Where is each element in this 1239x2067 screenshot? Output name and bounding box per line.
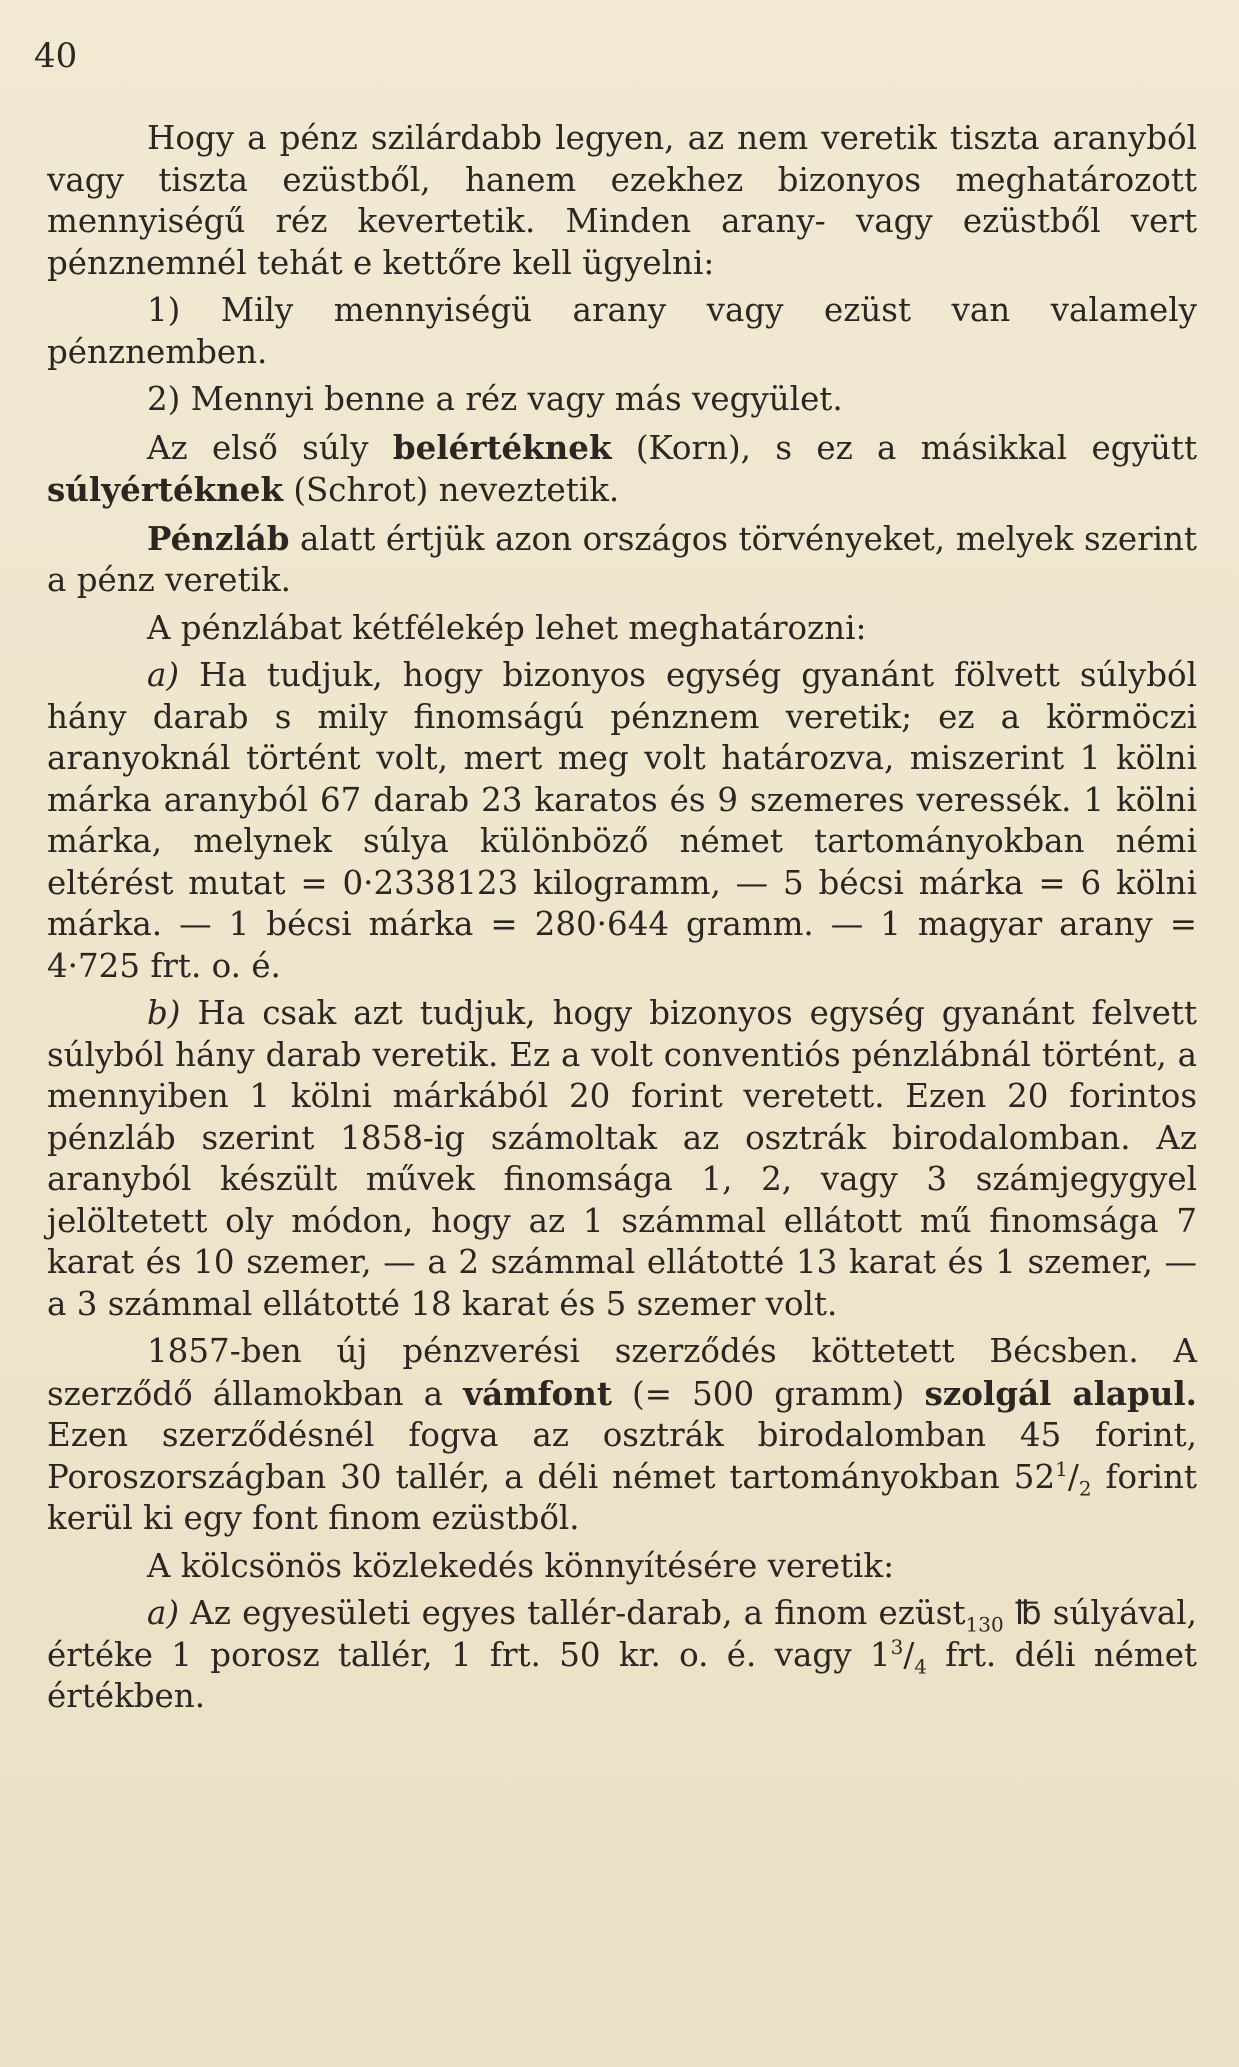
fraction-denominator: 4: [914, 1654, 927, 1678]
paragraph-penzlab: [47, 518, 1197, 602]
text-span: Ezen szerződésnél fogva az osztrák birodalomban 45 forint, Poroszországban 30 tallér, a déli német tartományokban 52: [47, 1416, 1197, 1496]
text-span: alatt értjük azon országos törvényeket, melyek szerint a pénz veretik.: [47, 519, 1197, 599]
text-span: (= 500 gramm): [611, 1374, 925, 1413]
text-span: frt. déli német értékben.: [47, 1635, 1197, 1715]
text-span: forint kerül ki egy font finom ezüstből.: [47, 1457, 1197, 1537]
case-label: a): [147, 1594, 180, 1632]
term-penzlab: Pénzláb: [147, 518, 290, 558]
fraction-slash: /: [1067, 1457, 1079, 1496]
fraction-numerator: 1: [1055, 1456, 1068, 1481]
page-number: 40: [34, 36, 78, 76]
fraction-denominator: 2: [1078, 1476, 1092, 1500]
body-text: [47, 118, 1197, 1718]
text-span: Ha tudjuk, hogy bizonyos egység gyanánt fölvett súlyból hány darab s mily finomságú pénznem veretik; ez a körmöczi aranyoknál történt volt, mert meg volt határozva, miszerint 1 kölni márka aranyból 67 darab 23 karatos és 9 szemeres veressék. 1 kölni márka, melynek súlya különböző német tartományokban némi eltérést mutat = 0·2338123 kilogramm, — 5 bécsi márka = 6 kölni márka. — 1 bécsi márka = 280·644 gramm. — 1 magyar arany = 4·725 frt. o. é.: [47, 656, 1197, 985]
term-szolgal-alapul: szolgál alapul.: [924, 1373, 1197, 1413]
text-span: (Schrot) neveztetik.: [283, 471, 620, 509]
term-belertek: belértéknek: [392, 427, 612, 467]
fraction-slash: /: [903, 1635, 915, 1674]
paragraph-point-1: 1) Mily mennyiségü arany vagy ezüst van valamely pénznemben.: [47, 291, 1197, 371]
case-label: b): [147, 994, 181, 1032]
paragraph-intro: Hogy a pénz szilárdabb legyen, az nem veretik tiszta aranyból vagy tiszta ezüstből, hanem ezekhez bizonyos meghatározott mennyiségű réz kevertetik. Minden arany- vagy ezüstből vert pénznemnél tehát e kettőre kell ügyelni:: [47, 119, 1197, 282]
text-span: Az első súly: [147, 428, 393, 467]
paragraph-taller: [47, 1593, 1197, 1718]
case-label: a): [147, 656, 180, 694]
text-span: Ha csak azt tudjuk, hogy bizonyos egység gyanánt felvett súlyból hány darab veretik. Ez a volt conventiós pénzlábnál történt, a mennyiben 1 kölni márkából 20 forint veretett. Ezen 20 forintos pénzláb szerint 1858-ig számoltak az osztrák birodalomban. Az aranyból készült művek finomsága 1, 2, vagy 3 számjegygyel jelöltetett oly módon, hogy az 1 számmal ellátott mű finomsága 7 karat és 10 szemer, — a 2 számmal ellátotté 13 karat és 1 szemer, — a 3 számmal ellátotté 18 karat és 5 szemer volt.: [47, 994, 1197, 1323]
paragraph-ketfelekep: A pénzlábat kétfélekép lehet meghatározni:: [147, 608, 867, 647]
fraction-denominator: 30: [978, 1612, 1004, 1637]
paragraph-point-2: 2) Mennyi benne a réz vagy más vegyület.: [147, 380, 843, 418]
fraction-numerator: 1: [965, 1612, 979, 1637]
term-sulyertek: súlyértéknek: [47, 470, 283, 509]
paragraph-kolcsonos: A kölcsönös közlekedés könnyítésére veretik:: [147, 1546, 895, 1585]
text-span: ℔ súlyával, értéke 1 porosz tallér, 1 frt. 50 kr. o. é. vagy 1: [47, 1594, 1197, 1674]
term-vamfont: vámfont: [463, 1373, 612, 1413]
paragraph-belertek: [47, 427, 1197, 512]
text-span: Az egyesületi egyes tallér-darab, a finom ezüst: [179, 1594, 966, 1632]
paragraph-case-b: [47, 993, 1197, 1325]
fraction-numerator: 3: [890, 1634, 904, 1659]
paragraph-1857: [47, 1331, 1197, 1540]
text-span: (Korn), s ez a másikkal együtt: [611, 428, 1198, 467]
text-span: 1857-ben új pénzverési szerződés köttetett Bécsben. A szerződő államokban a: [47, 1332, 1197, 1413]
paragraph-case-a: [47, 655, 1197, 987]
